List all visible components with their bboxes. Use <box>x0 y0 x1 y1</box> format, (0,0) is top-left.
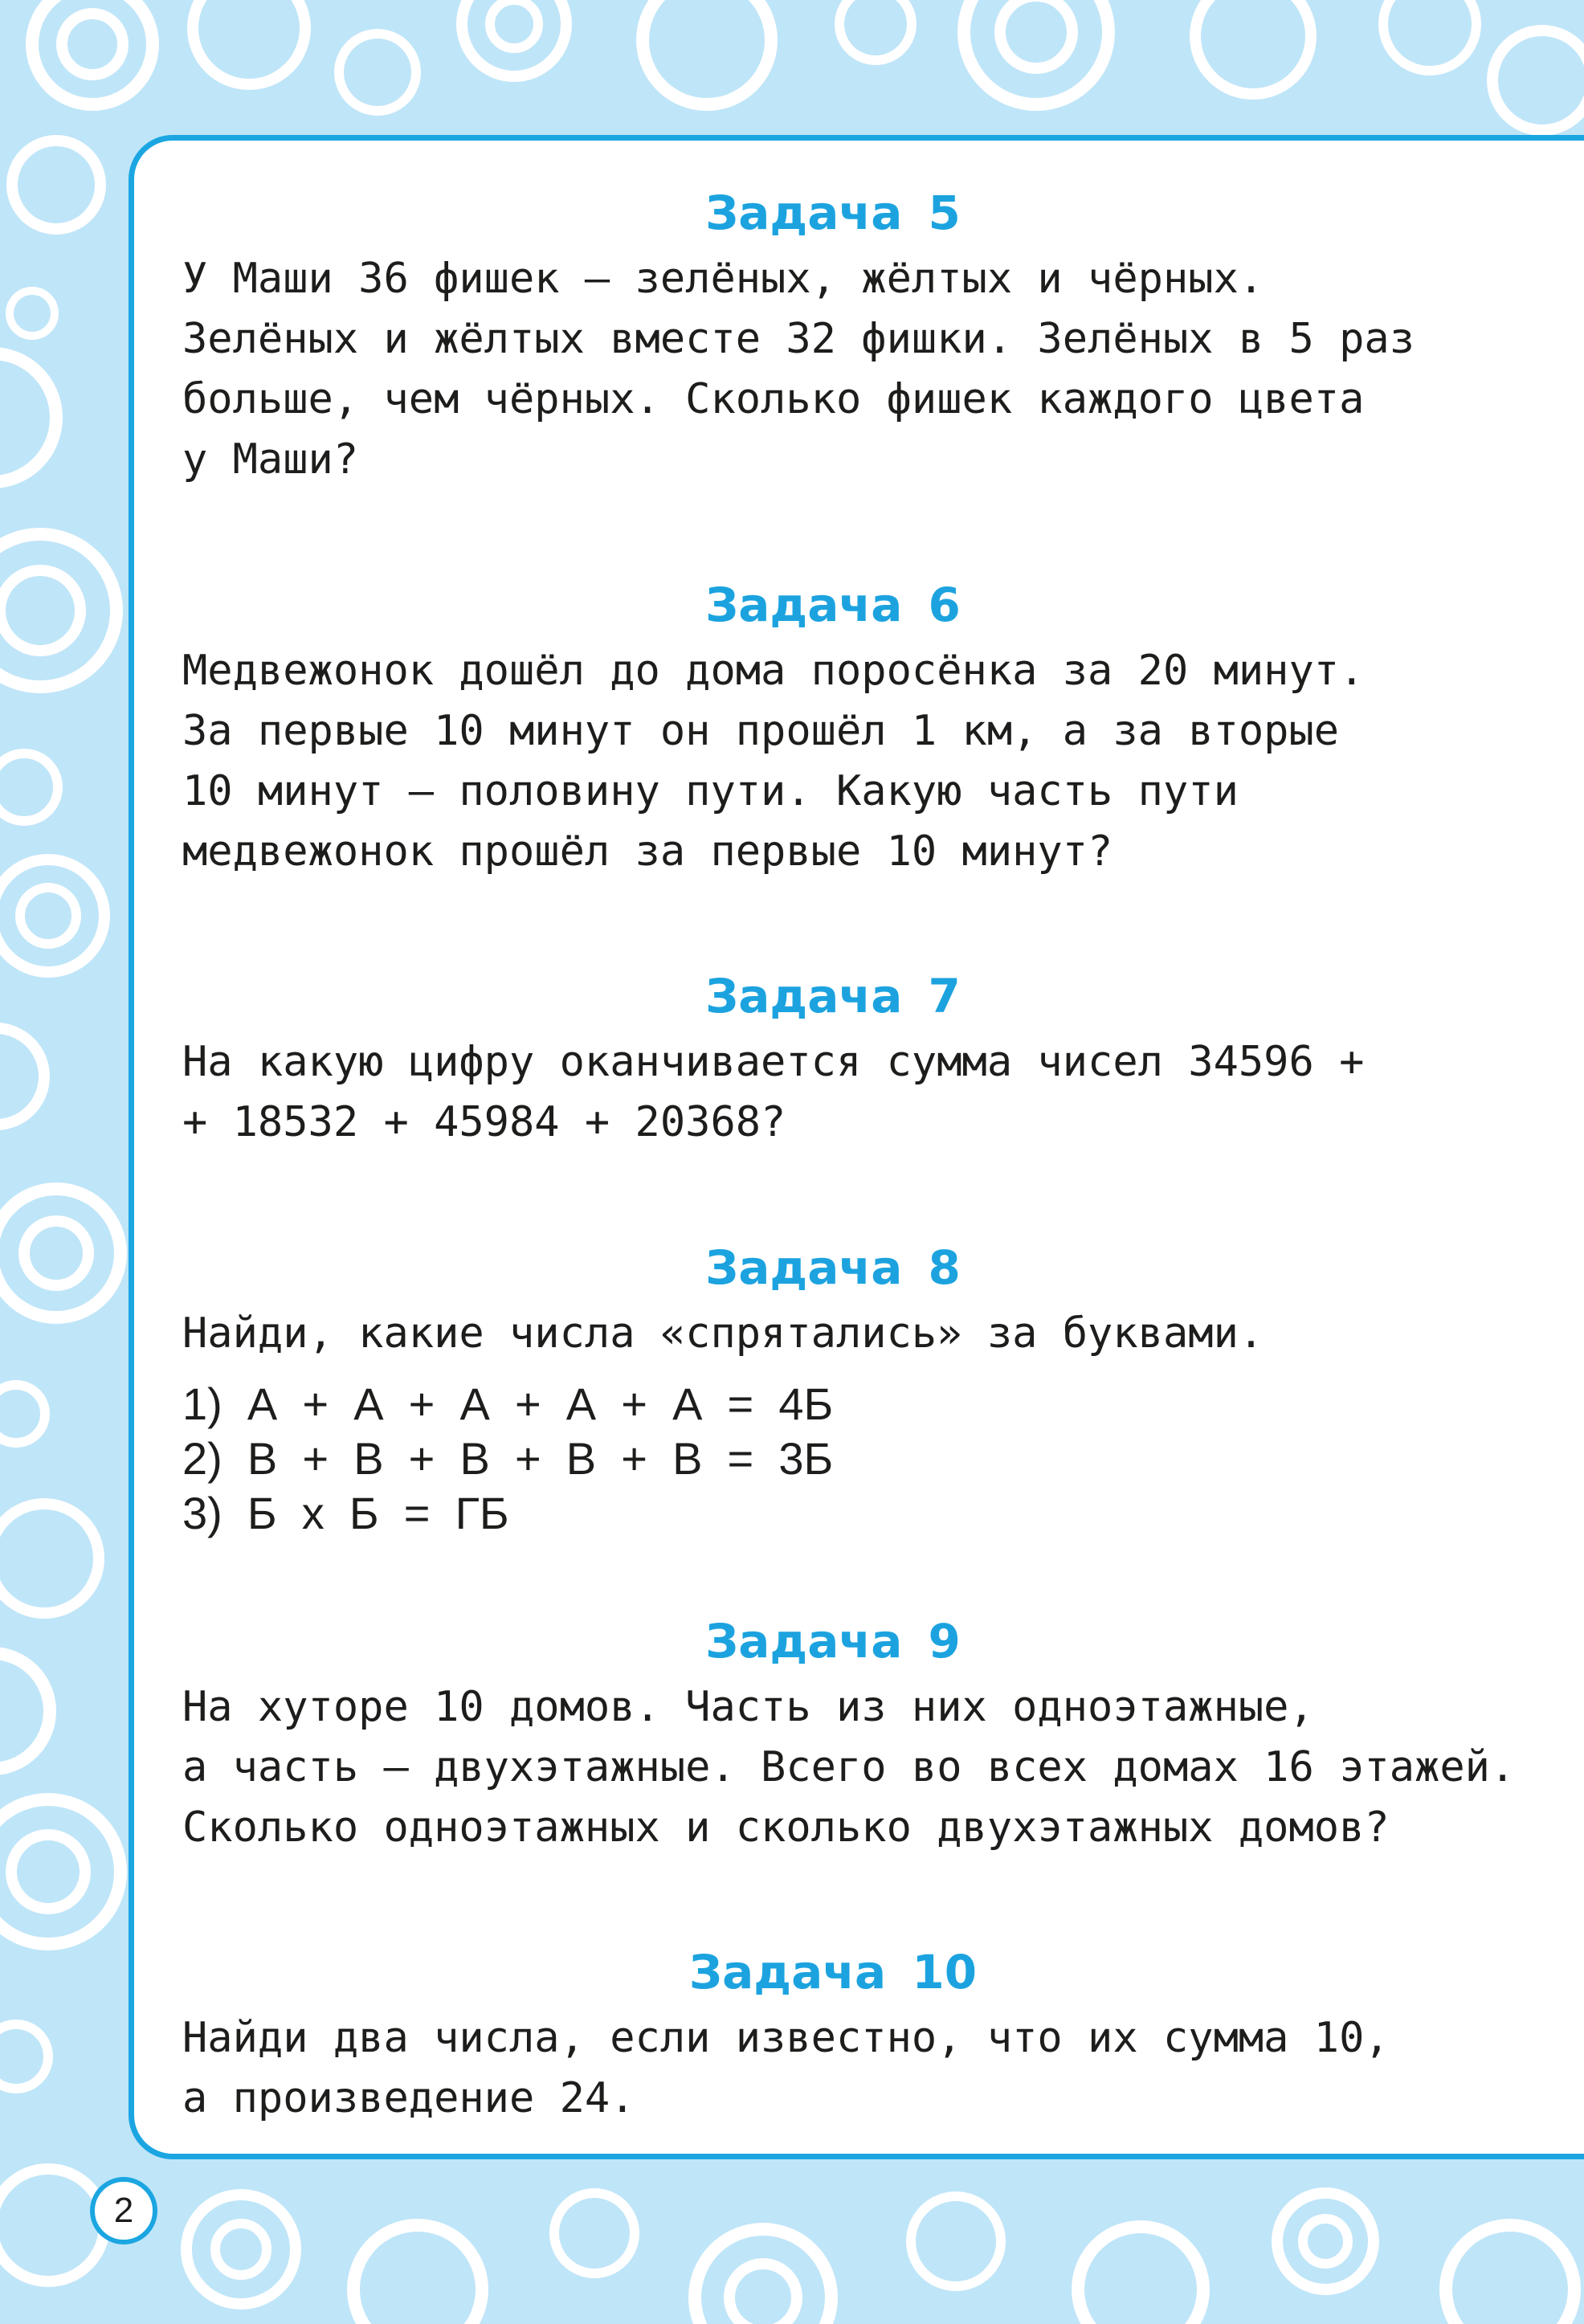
task-title: Задача 6 <box>705 578 961 632</box>
task-8 <box>182 1240 1484 1541</box>
equation-list <box>182 1377 1484 1541</box>
equation: 3) Б х Б = ГБ <box>182 1488 509 1538</box>
task-title: Задача 10 <box>688 1945 978 1999</box>
task-line: + 18532 + 45984 + 20368? <box>182 1098 786 1146</box>
task-text <box>182 641 1484 882</box>
task-7 <box>182 968 1484 1153</box>
task-text <box>182 249 1484 490</box>
task-9 <box>182 1613 1516 1858</box>
task-line: На хуторе 10 домов. Часть из них одноэтажные, <box>182 1683 1314 1731</box>
task-text <box>182 1304 1484 1364</box>
task-line: Найди два числа, если известно, что их сумма 10, <box>182 2014 1390 2062</box>
task-line: Медвежонок дошёл до дома поросёнка за 20 минут. <box>182 647 1365 695</box>
task-line: Зелёных и жёлтых вместе 32 фишки. Зелёных в 5 раз <box>182 315 1415 363</box>
equation: 1) А + А + А + А + А = 4Б <box>182 1378 834 1429</box>
task-line: медвежонок прошёл за первые 10 минут? <box>182 827 1113 876</box>
task-line: Сколько одноэтажных и сколько двухэтажных домов? <box>182 1803 1390 1852</box>
page-number-badge <box>90 2177 157 2244</box>
task-line: у Маши? <box>182 435 359 484</box>
task-title: Задача 9 <box>705 1614 961 1668</box>
task-line: На какую цифру оканчивается сумма чисел 34596 + <box>182 1038 1365 1086</box>
task-title: Задача 7 <box>705 969 961 1023</box>
task-line: 10 минут — половину пути. Какую часть пути <box>182 767 1239 815</box>
task-title: Задача 5 <box>705 186 961 240</box>
task-10 <box>182 1944 1484 2129</box>
task-6 <box>182 577 1484 882</box>
equation: 2) В + В + В + В + В = 3Б <box>182 1433 834 1484</box>
task-title: Задача 8 <box>705 1240 961 1295</box>
task-line: больше, чем чёрных. Сколько фишек каждого цвета <box>182 375 1365 423</box>
task-line: У Маши 36 фишек — зелёных, жёлтых и чёрных. <box>182 255 1264 303</box>
task-line: а произведение 24. <box>182 2074 635 2122</box>
task-line: а часть — двухэтажные. Всего во всех домах 16 этажей. <box>182 1743 1516 1791</box>
task-5 <box>182 185 1484 490</box>
task-text <box>182 2008 1484 2129</box>
page-number: 2 <box>113 2191 134 2230</box>
task-text <box>182 1677 1516 1858</box>
task-line: Найди, какие числа «спрятались» за буквами. <box>182 1309 1264 1358</box>
task-text <box>182 1032 1484 1153</box>
task-line: За первые 10 минут он прошёл 1 км, а за вторые <box>182 707 1340 755</box>
